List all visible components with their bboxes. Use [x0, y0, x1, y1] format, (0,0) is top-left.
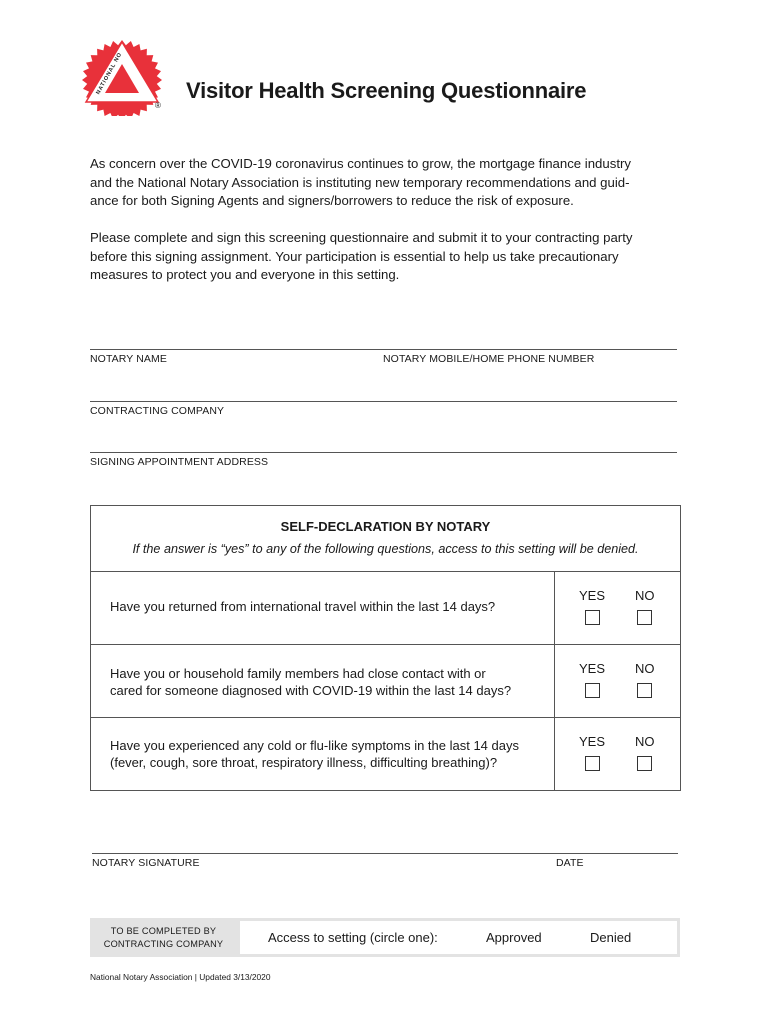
signing-address-label: SIGNING APPOINTMENT ADDRESS — [90, 456, 269, 468]
notary-name-line[interactable] — [90, 349, 677, 350]
question-row — [91, 572, 680, 645]
yes-label: YES — [579, 661, 606, 676]
no-label: NO — [635, 588, 655, 603]
date-label: DATE — [556, 857, 584, 869]
intro-line: Please complete and sign this screening questionnaire and submit it to your contracting party — [90, 230, 633, 245]
question-line: (fever, cough, sore throat, respiratory illness, difficulting breathing)? — [110, 755, 498, 770]
answer-column — [554, 718, 681, 791]
access-panel — [240, 921, 677, 954]
nna-logo — [76, 34, 168, 116]
question-row — [91, 718, 680, 791]
yes-label: YES — [579, 734, 606, 749]
question-line: Have you experienced any cold or flu-like symptoms in the last 14 days — [110, 738, 519, 753]
yes-checkbox[interactable] — [585, 610, 600, 625]
self-declaration-box — [90, 505, 681, 791]
contracting-company-box — [90, 918, 680, 957]
completed-by-note — [90, 918, 237, 957]
no-checkbox[interactable] — [637, 756, 652, 771]
question-line: Have you or household family members had close contact with or — [110, 666, 486, 681]
denied-option[interactable]: Denied — [590, 930, 632, 945]
intro-line: ance for both Signing Agents and signers/borrowers to reduce the risk of exposure. — [90, 193, 574, 208]
notary-signature-line[interactable] — [92, 853, 678, 854]
notary-name-label: NOTARY NAME — [90, 353, 167, 365]
approved-option[interactable]: Approved — [486, 930, 542, 945]
question-row — [91, 645, 680, 718]
declaration-subtitle: If the answer is “yes” to any of the following questions, access to this setting will be denied. — [132, 542, 639, 556]
answer-column — [554, 645, 681, 717]
question-line: cared for someone diagnosed with COVID-19 within the last 14 days? — [110, 683, 512, 698]
intro-paragraph-2 — [90, 229, 680, 285]
footer-credit: National Notary Association | Updated 3/13/2020 — [90, 972, 271, 982]
question-text — [110, 737, 550, 771]
declaration-title: SELF-DECLARATION BY NOTARY — [280, 519, 491, 534]
question-text — [110, 665, 550, 699]
no-label: NO — [635, 661, 655, 676]
intro-line: and the National Notary Association is instituting new temporary recommendations and guid- — [90, 174, 630, 190]
intro-paragraph-1 — [90, 155, 680, 211]
access-label: Access to setting (circle one): — [268, 930, 438, 945]
no-checkbox[interactable] — [637, 610, 652, 625]
logo-registered-mark: ® — [155, 101, 161, 110]
declaration-header — [91, 506, 680, 572]
page-title: Visitor Health Screening Questionnaire — [186, 78, 587, 103]
no-label: NO — [635, 734, 655, 749]
notary-phone-label: NOTARY MOBILE/HOME PHONE NUMBER — [383, 353, 595, 365]
contracting-company-line[interactable] — [90, 401, 677, 402]
question-text — [110, 598, 550, 615]
notary-signature-label: NOTARY SIGNATURE — [92, 857, 200, 869]
completed-by-line: TO BE COMPLETED BY — [110, 926, 217, 936]
contracting-company-label: CONTRACTING COMPANY — [90, 405, 225, 417]
logo-text-national: NATIONAL NO — [95, 51, 124, 96]
yes-label: YES — [579, 588, 606, 603]
answer-column — [554, 572, 681, 644]
completed-by-line: CONTRACTING COMPANY — [103, 939, 224, 949]
question-line: Have you returned from international travel within the last 14 days? — [110, 599, 496, 614]
intro-line: before this signing assignment. Your participation is essential to help us take precautionary — [90, 248, 619, 264]
no-checkbox[interactable] — [637, 683, 652, 698]
yes-checkbox[interactable] — [585, 683, 600, 698]
yes-checkbox[interactable] — [585, 756, 600, 771]
intro-line: As concern over the COVID-19 coronavirus continues to grow, the mortgage finance industry — [90, 156, 631, 171]
intro-line: measures to protect you and everyone in this setting. — [90, 267, 400, 282]
signing-address-line[interactable] — [90, 452, 677, 453]
